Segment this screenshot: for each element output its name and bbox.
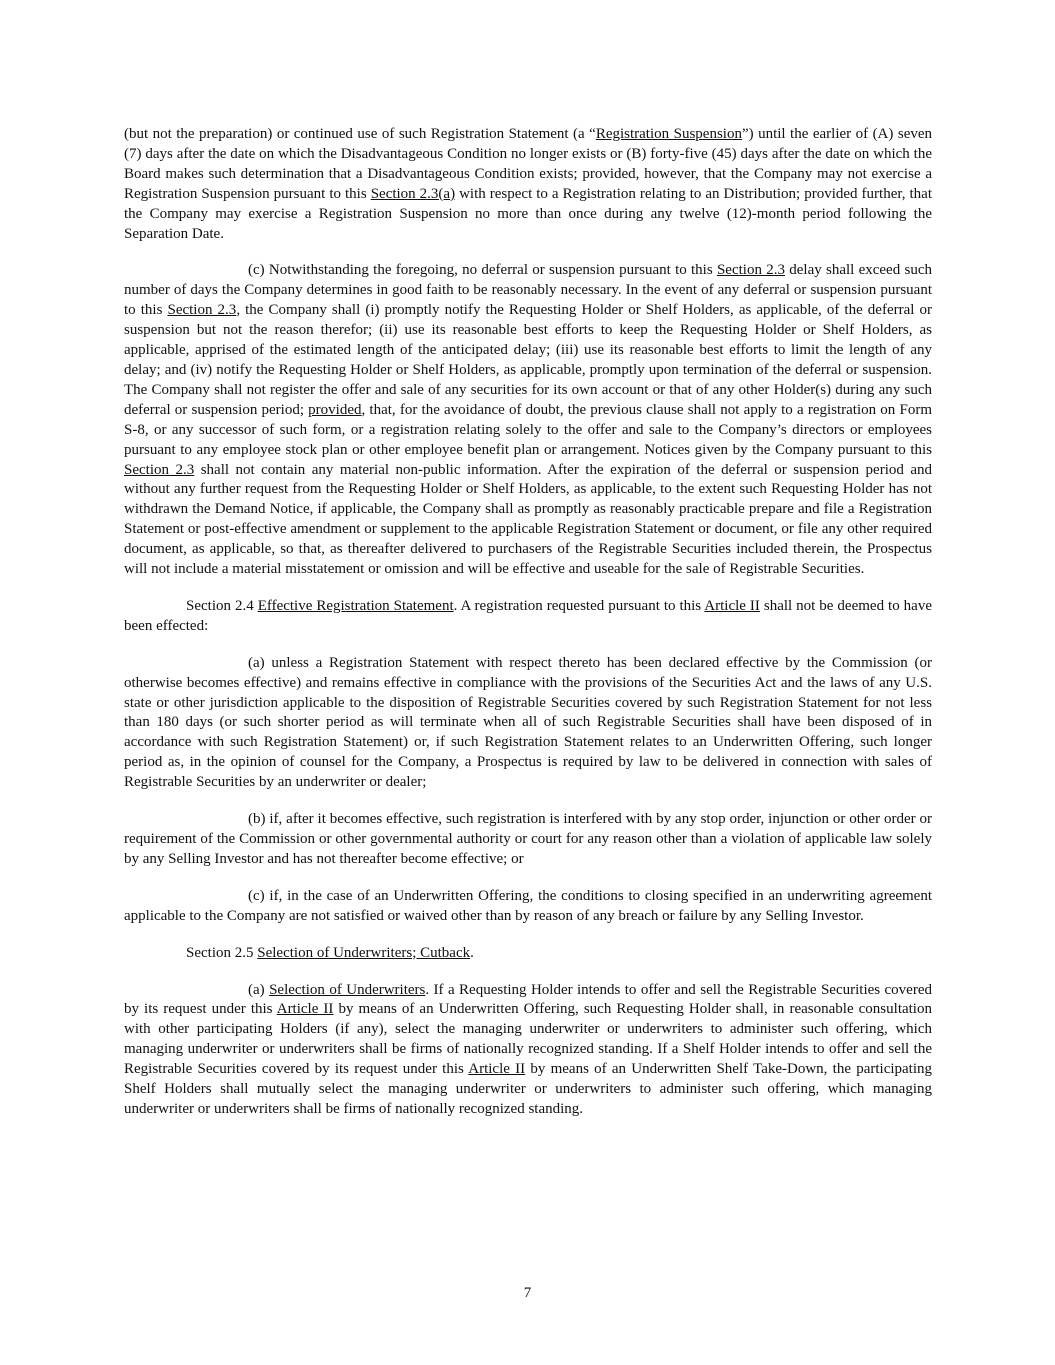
section-title-effective-registration-statement: Effective Registration Statement (257, 597, 454, 614)
paragraph-2-4-c: (c) if, in the case of an Underwritten Offering, the conditions to closing specified in an underwriting agreement applicable to the Company are not satisfied or waived other than by reason of any breach or failure by any Selling Investor. (124, 887, 932, 924)
text-run: , that, for the avoidance of doubt, the previous clause shall not apply to a registration on Form S-8, or any successor of such form, or a registration relating solely to the offer and sale to the Company’s directors or employees pursuant to any employee stock plan or other employee benefit plan or arrangement. Notices given by the Company pursuant to this (124, 401, 932, 458)
section-title-selection-of-underwriters-cutback: Selection of Underwriters; Cutback (257, 944, 471, 961)
cross-reference-section-2-3: Section 2.3 (124, 461, 195, 478)
text-run: (a) (248, 981, 270, 998)
text-run: . If a Requesting Holder intends to offer and sell the Registrable Securities covered by its request under this (124, 981, 932, 1018)
section-2-5-heading (124, 944, 932, 964)
text-run: by means of an Underwritten Shelf Take-Down, the participating Shelf Holders shall mutually select the managing underwriter or underwriters to administer such offering, which managing underwriter or underwriters shall be firms of nationally recognized standing. (124, 1061, 933, 1117)
section-number: Section 2.4 (186, 597, 258, 614)
cross-reference-article-ii: Article II (704, 597, 760, 614)
text-run: , the Company shall (i) promptly notify the Requesting Holder or Shelf Holders, as applicable, of the deferral or suspension but not the reason therefor; (ii) use its reasonable best efforts to keep the Requesting Holder or Shelf Holders, as applicable, apprised of the estimated length of the anticipated delay; (iii) use its reasonable best efforts to limit the length of any delay; and (iv) notify the Requesting Holder or Shelf Holders, as applicable, promptly upon termination of the deferral or suspension. The Company shall not register the offer and sale of any securities for its own account or that of any other Holder(s) during any such deferral or suspension period; (124, 302, 932, 418)
paragraph-2-4-b: (b) if, after it becomes effective, such registration is interfered with by any stop order, injunction or other order or requirement of the Commission or other governmental authority or court for any reason other than a violation of applicable law solely by any Selling Investor and has not thereafter become effective; or (124, 811, 932, 867)
paragraph-2-3-c (124, 261, 932, 580)
cross-reference-section-2-3: Section 2.3 (716, 262, 785, 279)
text-run: ”) until the earlier of (A) seven (7) days after the date on which the Disadvantageous Condition no longer exists or (B) forty-five (45) days after the date on which the Board makes such determination that a Disadvantageous Condition exists; provided, however, that the Company may not exercise a Registration Suspension pursuant to this (124, 126, 933, 202)
text-run: delay shall exceed such number of days the Company determines in good faith to be reasonably necessary. In the event of any deferral or suspension pursuant to this (124, 262, 932, 319)
cross-reference-section-2-3: Section 2.3 (167, 302, 237, 319)
text-run: shall not contain any material non-public information. After the expiration of the deferral or suspension period and without any further request from the Requesting Holder or Shelf Holders, as applicable, to the extent such Requesting Holder has not withdrawn the Demand Notice, if applicable, the Company shall as promptly as reasonably practicable prepare and file a Registration Statement or post-effective amendment or supplement to the applicable Registration Statement or document, or file any other required document, as applicable, so that, as thereafter delivered to purchasers of the Registrable Securities included therein, the Prospectus will not include a material misstatement or omission and will be effective and useable for the sale of Registrable Securities. (124, 461, 932, 578)
paragraph-2-5-a (124, 981, 932, 1120)
section-number: Section 2.5 (186, 944, 258, 961)
text-run: . A registration requested pursuant to this (453, 597, 705, 614)
cross-reference-article-ii: Article II (468, 1061, 526, 1078)
subsection-title-selection-of-underwriters: Selection of Underwriters (269, 981, 426, 998)
cross-reference-section-2-3-a: Section 2.3(a) (370, 185, 456, 202)
text-run: shall not be deemed to have been effected: (124, 597, 932, 634)
text-run: (but not the preparation) or continued use of such Registration Statement (a “ (124, 126, 596, 142)
text-run: by means of an Underwritten Offering, such Requesting Holder shall, in reasonable consultation with other participating Holders (if any), select the managing underwriter or underwriters to administer such offering, which managing underwriter or underwriters shall be firms of nationally recognized standing. If a Shelf Holder intends to offer and sell the Registrable Securities covered by its request under this (124, 1001, 932, 1078)
text-run: . (470, 944, 474, 961)
cross-reference-article-ii: Article II (276, 1001, 334, 1018)
emphasis-provided: provided (308, 401, 362, 418)
document-page (124, 125, 932, 1137)
paragraph-2-4-a: (a) unless a Registration Statement with respect thereto has been declared effective by the Commission (or otherwise becomes effective) and remains effective in compliance with the provisions of the Securities Act and the laws of any U.S. state or other jurisdiction applicable to the disposition of Registrable Securities covered by such Registration Statement for not less than 180 days (or such shorter period as will terminate when all of such Registrable Securities shall have been disposed of in accordance with such Registration Statement) or, if such Registration Statement relates to an Underwritten Offering, such longer period as, in the opinion of counsel for the Company, a Prospectus is required by law to be delivered in connection with sales of Registrable Securities by an underwriter or dealer; (124, 654, 932, 791)
defined-term-registration-suspension: Registration Suspension (595, 126, 742, 142)
text-run: with respect to a Registration relating to an Distribution; provided further, that the Company may exercise a Registration Suspension no more than once during any twelve (12)-month period following the Separation Date. (124, 185, 933, 242)
paragraph-registration-suspension (124, 125, 932, 244)
page-number: 7 (523, 1285, 532, 1301)
section-2-4-heading (124, 597, 932, 637)
text-run: (c) Notwithstanding the foregoing, no deferral or suspension pursuant to this (248, 262, 717, 279)
